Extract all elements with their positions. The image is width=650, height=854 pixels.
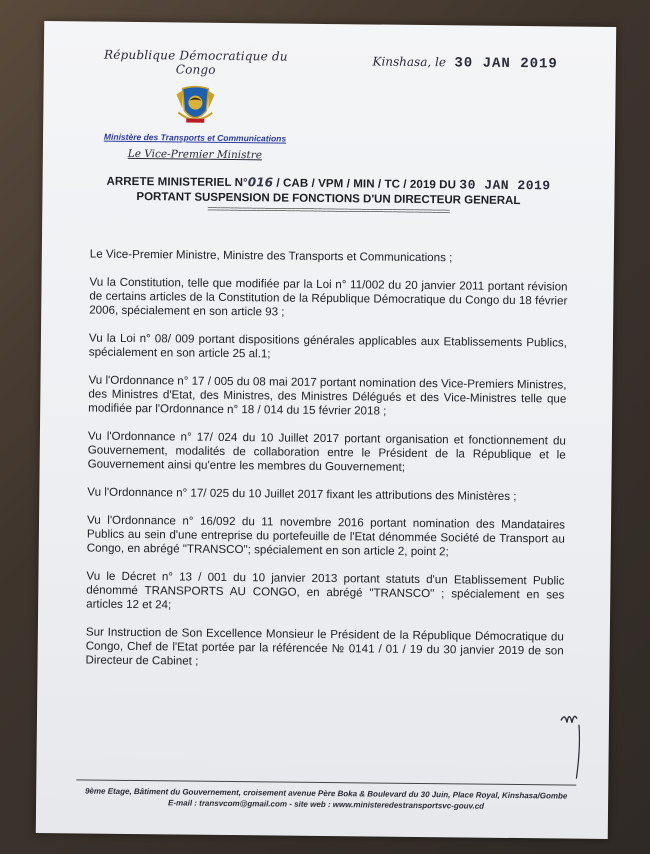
place-label: Kinshasa, le bbox=[372, 54, 447, 70]
body-paragraph: Le Vice-Premier Ministre, Ministre des Transports et Communications ; bbox=[89, 247, 453, 265]
body-paragraph: Vu l'Ordonnance n° 17 / 005 du 08 mai 2017 portant nomination des Vice-Premiers Ministres, des Ministres d'Etat, des Ministres, des Ministres Délégués et des Vice-Ministres telle que modifiée par l'Ordonnance n° 18 / 014 du 15 février 2018 ; bbox=[88, 373, 567, 418]
republic-name: République Démocratique du Congo bbox=[103, 47, 288, 77]
page-footer bbox=[76, 779, 576, 812]
letterhead-date bbox=[372, 52, 558, 72]
decree-title bbox=[42, 173, 614, 219]
body-paragraph: Sur Instruction de Son Excellence Monsieur le Président de la République Démocratique du Congo, Chef de l'Etat portée par la référencée № 0141 / 01 / 19 du 30 janvier 2019 de son Directeur de Cabinet ; bbox=[85, 625, 564, 668]
handwritten-initials bbox=[556, 702, 587, 782]
decree-date-stamp: 30 JAN 2019 bbox=[459, 177, 551, 194]
footer-contact: E-mail : transvcom@gmail.com - site web : www.ministeredestransportsvc-gouv.cd bbox=[168, 798, 485, 811]
body-paragraph: Vu le Décret n° 13 / 001 du 10 janvier 2013 portant statuts d'un Etablissement Public dénommé TRANSPORTS AU CONGO, en abrégé "TRANSCO" ; spécialement en ses articles 12 et 24; bbox=[86, 569, 565, 612]
coat-of-arms-emblem bbox=[172, 82, 218, 128]
body-paragraph: Vu l'Ordonnance n° 16/092 du 11 novembre 2016 portant nomination des Mandataires Publics au sein d'une entreprise du portefeuille de l'Etat dénommée Société de Transport au Congo, en abrégé "TRANSCO"; spécialement en son article 2, point 2; bbox=[86, 513, 566, 559]
document-body bbox=[85, 248, 568, 687]
document-page bbox=[36, 21, 616, 839]
body-paragraph: Vu la Loi n° 08/ 009 portant dispositions générales applicables aux Etablissements Publics, spécialement en son article 25 al.1; bbox=[88, 331, 567, 361]
body-paragraph: Vu la Constitution, telle que modifiée par la Loi n° 11/002 du 20 janvier 2011 portant révision de certains articles de la Constitution de la République Démocratique du Congo du 18 février 2006, spécialement en son article 93 ; bbox=[89, 275, 568, 319]
decree-number-handwritten: 016 bbox=[247, 175, 274, 190]
body-paragraph: Vu l'Ordonnance n° 17/ 024 du 10 Juillet 2017 portant organisation et fonctionnement du Gouvernement, modalités de collaboration entre le Président de la République et le Gouvernement ainsi qu'entre les membres du Gouvernement; bbox=[87, 429, 566, 474]
ministry-name: Ministère des Transports et Communications bbox=[103, 131, 287, 144]
decree-ref: / CAB / VPM / MIN / TC / 2019 DU bbox=[276, 177, 457, 192]
title-underline-rule: ======================================================= bbox=[207, 204, 450, 218]
date-stamp: 30 JAN 2019 bbox=[454, 55, 558, 73]
footer-address: 9ème Etage, Bâtiment du Gouvernement, croisement avenue Père Boka & Boulevard du 30 Juin, Place Royal, Kinshasa/Gombe bbox=[84, 786, 568, 801]
decree-prefix: ARRETE MINISTERIEL N° bbox=[106, 175, 248, 190]
vice-premier-title: Le Vice-Premier Ministre bbox=[127, 147, 263, 162]
body-paragraph: Vu l'Ordonnance n° 17/ 025 du 10 Juillet 2017 fixant les attributions des Ministères ; bbox=[87, 485, 517, 503]
decree-subtitle: PORTANT SUSPENSION DE FONCTIONS D'UN DIRECTEUR GENERAL bbox=[136, 191, 521, 208]
letterhead-left bbox=[85, 47, 306, 161]
